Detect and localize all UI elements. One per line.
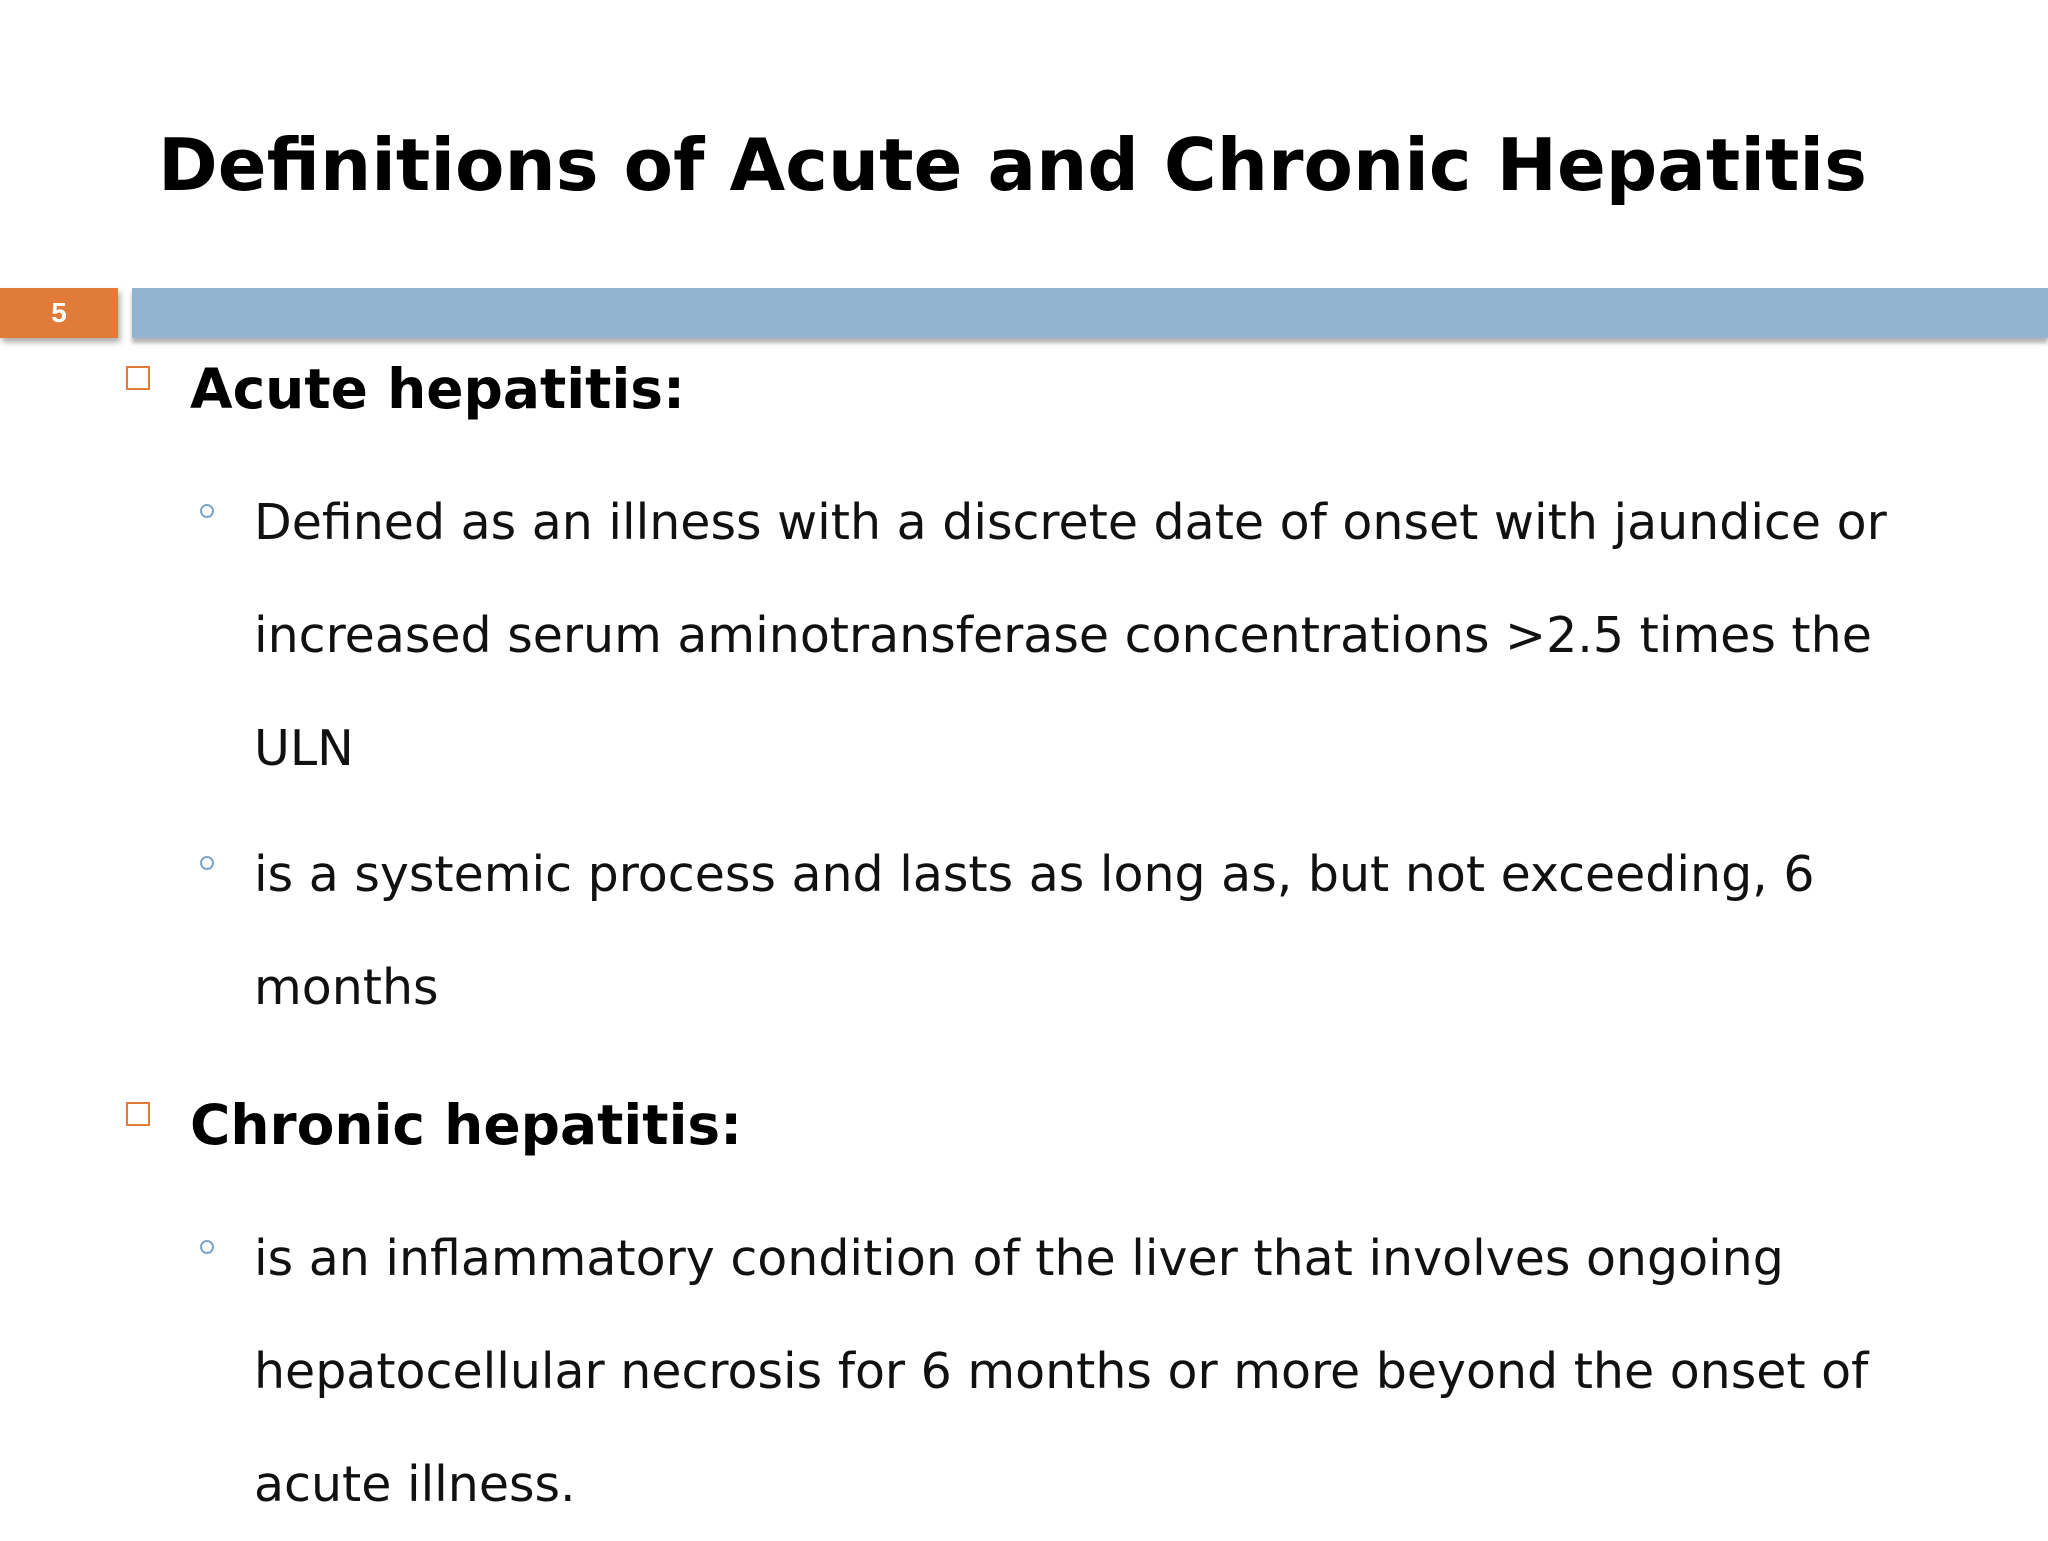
square-bullet-icon (126, 366, 150, 390)
section-heading-label: Acute hepatitis: (190, 357, 686, 421)
circle-bullet-icon (200, 504, 214, 518)
slide-title: Definitions of Acute and Chronic Hepatitis (158, 123, 1867, 207)
bullet-text: Defined as an illness with a discrete date of onset with jaundice or increased serum aminotransferase concentrations >2.5 times the ULN (254, 494, 1887, 777)
bullet-item (200, 1202, 1960, 1541)
bullet-item (200, 818, 1960, 1044)
bullet-text: is an inflammatory condition of the liver that involves ongoing hepatocellular necrosis for 6 months or more beyond the onset of acute illness. (254, 1230, 1869, 1513)
bullet-text: is a systemic process and lasts as long as, but not exceeding, 6 months (254, 846, 1815, 1016)
circle-bullet-icon (200, 1240, 214, 1254)
circle-bullet-icon (200, 856, 214, 870)
bullet-item (200, 466, 1960, 805)
section-heading-label: Chronic hepatitis: (190, 1093, 743, 1157)
square-bullet-icon (126, 1102, 150, 1126)
slide-number-badge: 5 (0, 288, 118, 338)
